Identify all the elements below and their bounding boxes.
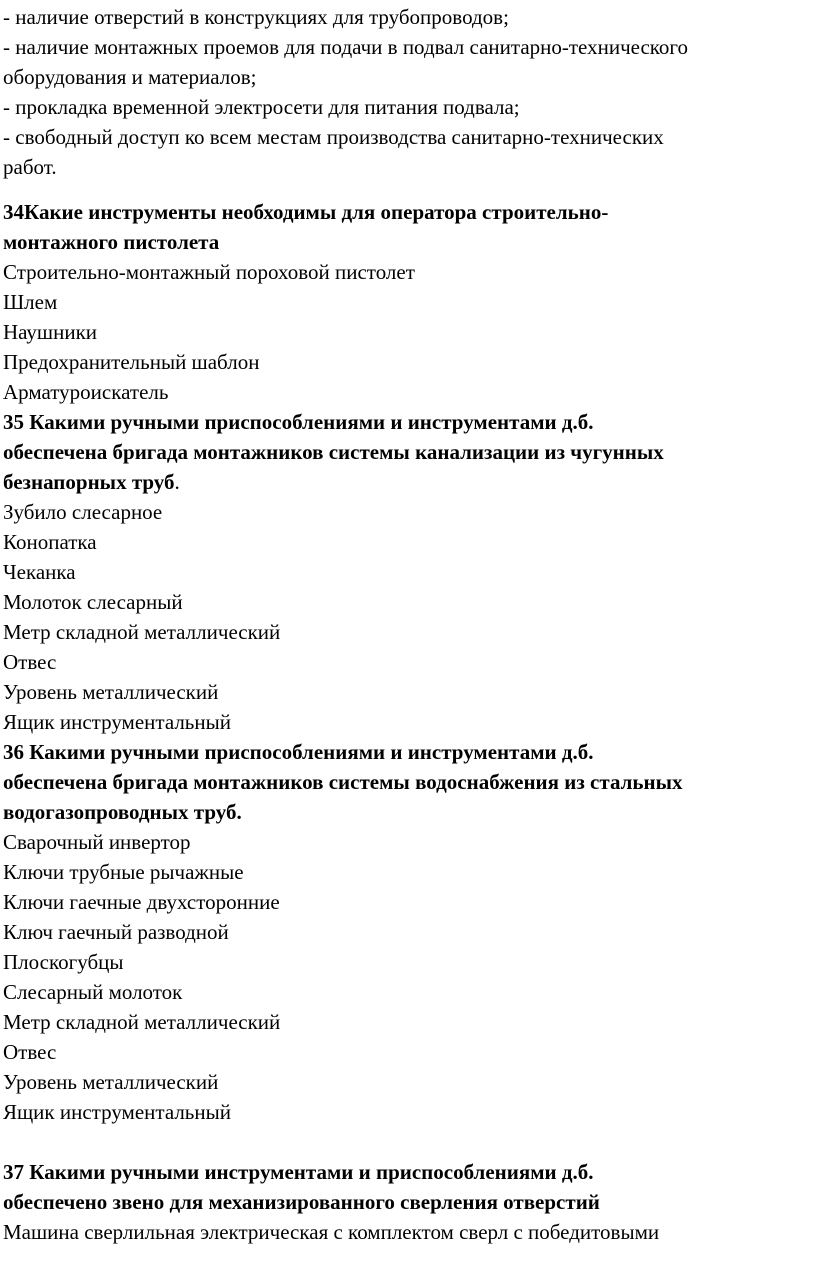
list-item: Отвес <box>3 650 57 674</box>
question-34-heading <box>3 197 808 257</box>
question-35-heading <box>3 407 808 497</box>
question-heading-line: обеспечено звено для механизированного сверления отверстий <box>3 1190 600 1214</box>
list-item: Чеканка <box>3 560 76 584</box>
list-item: Зубило слесарное <box>3 500 163 524</box>
list-item: Отвес <box>3 1040 57 1064</box>
question-heading-line: 34Какие инструменты необходимы для оператора строительно- <box>3 200 609 224</box>
list-item: Слесарный молоток <box>3 980 183 1004</box>
question-36 <box>3 737 808 1127</box>
question-37-heading <box>3 1157 808 1217</box>
list-item: Уровень металлический <box>3 1070 219 1094</box>
question-heading-line <box>3 467 808 497</box>
list-item: Ключ гаечный разводной <box>3 920 229 944</box>
list-item: Машина сверлильная электрическая с комплектом сверл с победитовыми <box>3 1220 660 1244</box>
question-37-answer-list <box>3 1217 808 1247</box>
question-heading-line: 35 Какими ручными приспособлениями и инструментами д.б. <box>3 410 594 434</box>
intro-line: - свободный доступ ко всем местам производства санитарно-технических <box>3 125 664 149</box>
intro-requirements <box>3 2 808 182</box>
question-heading-line: 36 Какими ручными приспособлениями и инструментами д.б. <box>3 740 594 764</box>
list-item: Ключи гаечные двухсторонние <box>3 890 280 914</box>
intro-line: - наличие монтажных проемов для подачи в подвал санитарно-технического <box>3 35 689 59</box>
spacer <box>3 1127 808 1157</box>
list-item: Шлем <box>3 290 58 314</box>
list-item: Ящик инструментальный <box>3 1100 231 1124</box>
question-heading-text: безнапорных труб <box>3 470 175 494</box>
list-item: Конопатка <box>3 530 97 554</box>
list-item: Метр складной металлический <box>3 620 281 644</box>
list-item: Плоскогубцы <box>3 950 124 974</box>
intro-line: - наличие отверстий в конструкциях для трубопроводов; <box>3 5 509 29</box>
list-item: Наушники <box>3 320 98 344</box>
question-heading-line: монтажного пистолета <box>3 230 220 254</box>
list-item: Строительно-монтажный пороховой пистолет <box>3 260 415 284</box>
list-item: Метр складной металлический <box>3 1010 281 1034</box>
question-35 <box>3 407 808 737</box>
list-item: Ящик инструментальный <box>3 710 231 734</box>
spacer <box>3 182 808 197</box>
list-item: Сварочный инвертор <box>3 830 191 854</box>
question-36-heading <box>3 737 808 827</box>
list-item: Молоток слесарный <box>3 590 183 614</box>
question-34-answer-list <box>3 257 808 407</box>
question-37 <box>3 1157 808 1247</box>
list-item: Арматуроискатель <box>3 380 169 404</box>
intro-line: - прокладка временной электросети для питания подвала; <box>3 95 520 119</box>
question-heading-line: обеспечена бригада монтажников системы канализации из чугунных <box>3 440 664 464</box>
question-heading-line: 37 Какими ручными инструментами и приспособлениями д.б. <box>3 1160 594 1184</box>
heading-period: . <box>174 470 180 494</box>
list-item: Уровень металлический <box>3 680 219 704</box>
question-36-answer-list <box>3 827 808 1127</box>
question-heading-line: водогазопроводных труб. <box>3 800 242 824</box>
list-item: Ключи трубные рычажные <box>3 860 244 884</box>
list-item: Предохранительный шаблон <box>3 350 260 374</box>
intro-line: работ. <box>3 155 57 179</box>
question-34 <box>3 197 808 407</box>
question-heading-line: обеспечена бригада монтажников системы водоснабжения из стальных <box>3 770 683 794</box>
question-35-answer-list <box>3 497 808 737</box>
intro-line: оборудования и материалов; <box>3 65 257 89</box>
